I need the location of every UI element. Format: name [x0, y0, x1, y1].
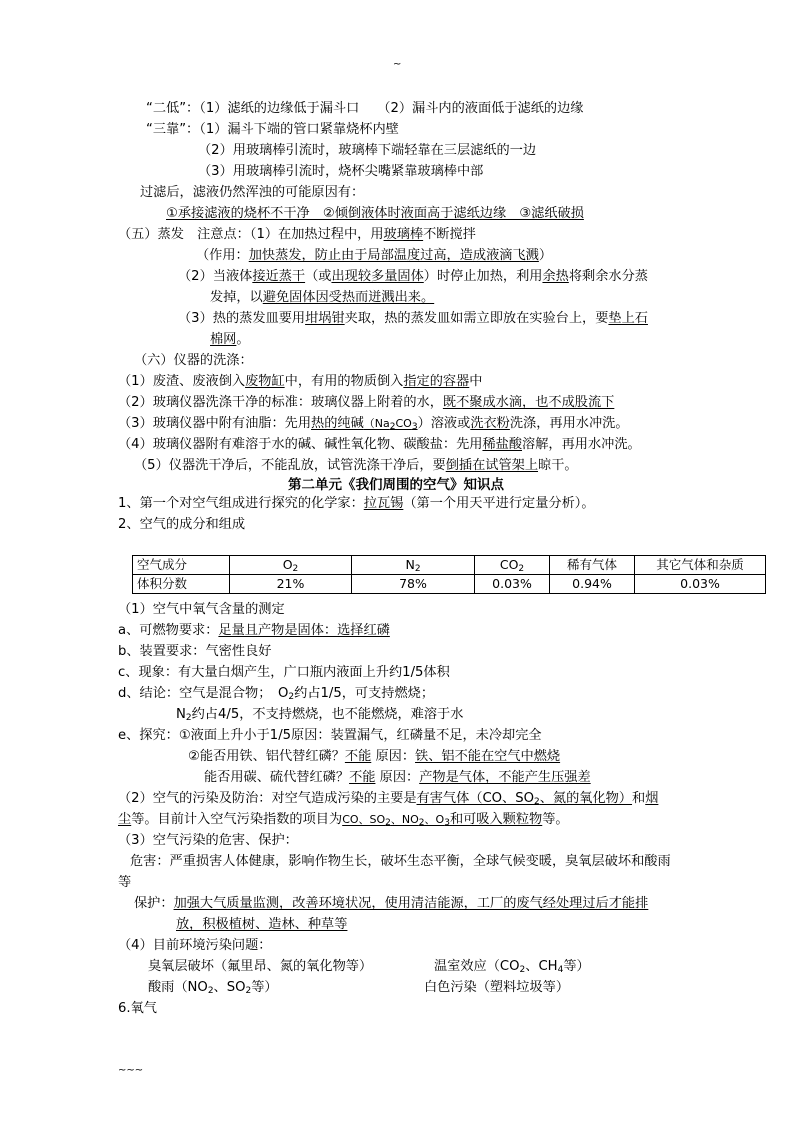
evap-keyword: 加快蒸发，防止由于局部温度过高，造成液滴飞溅 [248, 248, 539, 263]
measure-e2: ②能否用铁、铝代替红磷？不能 原因：铁、铝不能在空气中燃烧 [188, 749, 561, 764]
header-mark: ~ [393, 59, 402, 70]
evap-keyword: 出现较多量固体 [331, 269, 424, 284]
wash-text: 晾干。 [538, 458, 578, 473]
wash-keyword: 稀盐酸 [482, 437, 523, 452]
evap-line-2 [196, 247, 552, 265]
air-composition-table [132, 555, 766, 594]
evap-text: ） [538, 248, 553, 263]
wash-text: （5）仪器洗干净后，不能乱放，试管洗涤干净后，要 [134, 458, 446, 473]
evap-keyword: 余热 [542, 269, 569, 284]
evap-keyword: 棉网 [210, 332, 237, 347]
env-white-pollution: 白色污染（塑料垃圾等） [424, 980, 570, 995]
wash-keyword: 既不聚成水滴，也不成股流下 [442, 395, 615, 410]
evap-text: 发掉，以 [210, 290, 263, 305]
wash-text: 中 [469, 374, 483, 389]
harm-line-1: 危害：严重损害人体健康，影响作物生长，破坏生态平衡，全球气候变暖，臭氧层破坏和酸雨 [130, 854, 671, 869]
unit-text: 1、第一个对空气组成进行探究的化学家： [118, 496, 364, 511]
wash-keyword: 指定的容器 [403, 374, 470, 389]
sankao-label: “三靠”： [146, 122, 200, 137]
table-cell: 体积分数 [133, 575, 230, 594]
table-cell: 其它气体和杂质 [635, 556, 766, 575]
evap-text: （五）蒸发 注意点：（1）在加热过程中，用 [118, 227, 384, 242]
evap-keyword: 避免固体因受热而迸溅出来。 [262, 290, 435, 305]
table-cell: 空气成分 [133, 556, 230, 575]
wash-text: （4）玻璃仪器附有难溶于水的碱、碱性氧化物、碳酸盐：先用 [118, 437, 483, 452]
evap-text: 。 [236, 332, 250, 347]
measure-c: c、现象：有大量白烟产生，广口瓶内液面上升约1/5体积 [118, 665, 450, 680]
table-header-row [133, 556, 766, 575]
measure-d1: d、结论：空气是混合物； $O_2$约占1/5，可支持燃烧； [118, 686, 435, 702]
measure-d2: $N_2$约占4/5，不支持燃烧，也不能燃烧，难溶于水 [176, 707, 464, 723]
wash-line-4 [118, 436, 641, 454]
wash-title: （六）仪器的洗涤： [134, 353, 253, 368]
evap-line-6 [210, 331, 250, 349]
measure-title: （1）空气中氧气含量的测定 [118, 602, 285, 617]
measure-e3: 能否用碳、硫代替红磷？不能 原因：产物是气体，不能产生压强差 [204, 770, 591, 785]
table-cell: $O_2$ [230, 556, 352, 575]
unit-keyword: 拉瓦锡 [363, 496, 404, 511]
evap-text: （3）热的蒸发皿要用 [178, 311, 306, 326]
measure-text: a、可燃物要求： [118, 623, 219, 638]
table-row [133, 575, 766, 594]
evap-text: （2）当液体 [178, 269, 253, 284]
env-acid-rain: 酸雨（$NO_2$、$SO_2$等） [148, 980, 278, 996]
wash-text: （2）玻璃仪器洗涤干净的标准：玻璃仪器上附着的水， [118, 395, 443, 410]
wash-keyword: 热的纯碱 [311, 416, 364, 431]
footer-mark: ~~~ [118, 1065, 144, 1076]
sankao-line [146, 121, 399, 139]
table-cell: 0.03% [475, 575, 550, 594]
evap-text: 夹取，热的蒸发皿如需立即放在实验台上，要 [344, 311, 609, 326]
wash-text: 溶解，再用水冲洗。 [522, 437, 641, 452]
evap-line-1 [118, 226, 476, 244]
table-cell: 0.03% [635, 575, 766, 594]
wash-text: 中，有用的物质倒入 [284, 374, 404, 389]
wash-line-5 [134, 457, 578, 475]
sankao-item-3: （3）用玻璃棒引流时，烧杯尖嘴紧靠玻璃棒中部 [198, 164, 484, 179]
measure-e1: e、探究：①液面上升小于1/5原因：装置漏气，红磷量不足，未冷却完全 [118, 728, 542, 743]
erdi-label: “二低”： [146, 101, 200, 116]
protect-line-2: 放，积极植树、造林、种草等 [176, 917, 348, 932]
table-cell: $CO_2$ [475, 556, 550, 575]
wash-line-2 [118, 394, 614, 412]
evap-line-4 [210, 289, 434, 307]
evap-text: 不断搅拌 [423, 227, 476, 242]
harm-line-2: 等 [118, 875, 132, 890]
evap-line-5 [178, 310, 648, 328]
section-oxygen: 6.氧气 [118, 1001, 157, 1016]
pollution-line-1: （2）空气的污染及防治：对空气造成污染的主要是有害气体（CO、$SO_2$、氮的氧化物）和烟 [118, 791, 659, 807]
env-greenhouse: 温室效应（$CO_2$、$CH_4$等） [434, 959, 590, 975]
wash-text: （3）玻璃仪器中附有油脂：先用 [118, 416, 312, 431]
evap-keyword: 玻璃棒 [383, 227, 424, 242]
sankao-item-2: （2）用玻璃棒引流时，玻璃棒下端轻靠在三层滤纸的一边 [198, 143, 537, 158]
wash-line-3 [118, 415, 629, 433]
table-cell: 78% [352, 575, 475, 594]
evap-text: ）时停止加热，利用 [423, 269, 543, 284]
unit-title: 第二单元《我们周围的空气》知识点 [288, 477, 504, 493]
unit-text: （第一个用天平进行定量分析）。 [403, 496, 595, 511]
erdi-item-1: （1）滤纸的边缘低于漏斗口 [199, 101, 360, 116]
erdi-item-2: （2）漏斗内的液面低于滤纸的边缘 [377, 101, 584, 116]
unit-point-1 [118, 495, 595, 513]
table-cell: 0.94% [550, 575, 635, 594]
table-cell: $N_2$ [352, 556, 475, 575]
harm-title: （3）空气污染的危害、保护： [118, 833, 298, 848]
wash-text: ）溶液或 [417, 416, 471, 431]
measure-keyword: 足量且产物是固体：选择红磷 [218, 623, 390, 638]
table-cell: 稀有气体 [550, 556, 635, 575]
unit-point-2: 2、空气的成分和组成 [118, 517, 246, 532]
evap-keyword: 坩埚钳 [305, 311, 345, 326]
evap-text: （或 [305, 269, 332, 284]
turbid-reasons: ①承接滤液的烧杯不干净 ②倾倒液体时液面高于滤纸边缘 ③滤纸破损 [166, 206, 584, 221]
evap-keyword: 接近蒸干 [252, 269, 306, 284]
measure-a [118, 622, 390, 640]
turbid-intro: 过滤后，滤液仍然浑浊的可能原因有： [140, 185, 365, 200]
erdi-line [146, 100, 583, 118]
wash-keyword: 洗衣粉 [470, 416, 510, 431]
wash-keyword: 废物缸 [245, 374, 285, 389]
env-title: （4）目前环境污染问题： [118, 938, 272, 953]
evap-keyword: 垫上石 [608, 311, 648, 326]
protect-line-1: 保护：加强大气质量监测，改善环境状况，使用清洁能源，工厂的废气经处理过后才能排 [134, 896, 649, 911]
evap-text: 将剩余水分蒸 [568, 269, 648, 284]
wash-line-1 [118, 373, 482, 391]
table-cell: 21% [230, 575, 352, 594]
sankao-item-1: （1）漏斗下端的管口紧靠烧杯内壁 [199, 122, 399, 137]
evap-line-3 [178, 268, 648, 286]
wash-formula: （$Na_2CO_3$ [363, 417, 418, 432]
wash-text: 洗涤，再用水冲洗。 [509, 416, 629, 431]
evap-text: （作用： [196, 248, 249, 263]
measure-b: b、装置要求：气密性良好 [118, 644, 272, 659]
env-ozone: 臭氧层破坏（氟里昂、氮的氧化物等） [148, 959, 373, 974]
pollution-line-2: 尘等。目前计入空气污染指数的项目为CO、$SO_2$、$NO_2$、$O_3$和可吸入颗粒物等。 [118, 812, 569, 828]
wash-text: （1）废渣、废液倒入 [118, 374, 246, 389]
wash-keyword: 倒插在试管架上 [445, 458, 539, 473]
